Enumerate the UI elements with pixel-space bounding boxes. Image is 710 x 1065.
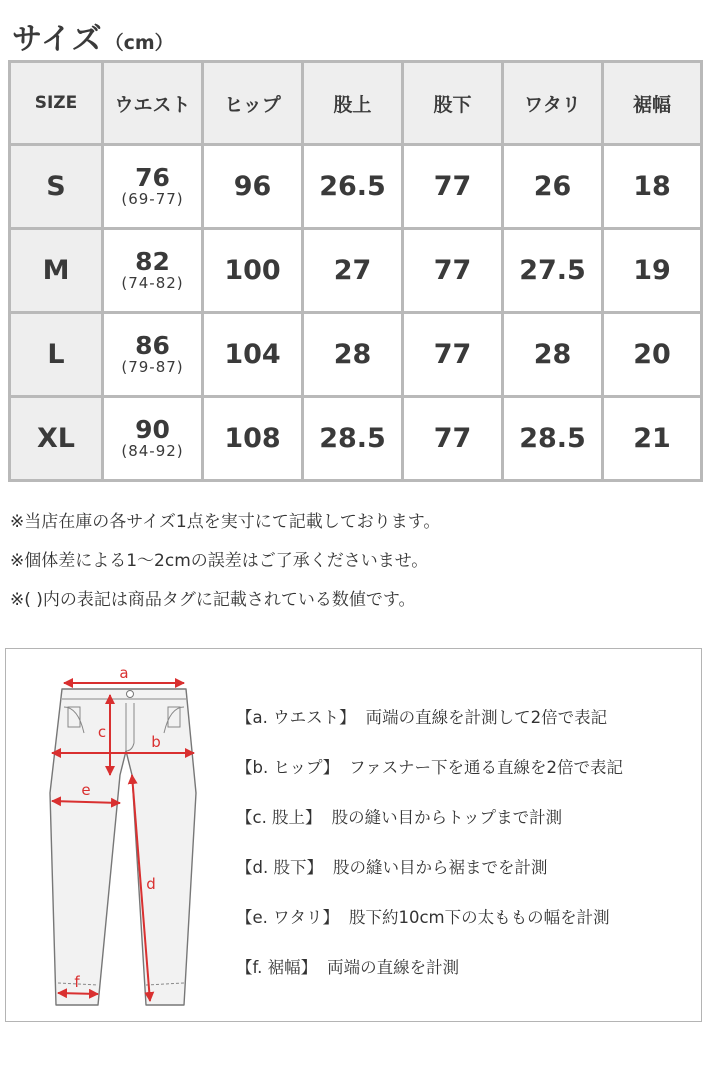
header-hip: ヒップ (203, 62, 303, 145)
legend-key: 【b. ヒップ】 (236, 758, 340, 777)
label-f: f (74, 973, 80, 991)
cell-waist (103, 145, 203, 229)
cell-size: M (10, 229, 103, 313)
label-a: a (119, 664, 129, 682)
cell-rise: 27 (303, 229, 403, 313)
table-row (10, 313, 702, 397)
size-table (8, 60, 703, 482)
waist-range: (79-87) (121, 357, 184, 376)
pants-diagram (44, 663, 204, 1013)
cell-inseam: 77 (403, 313, 503, 397)
table-header-row (10, 62, 702, 145)
cell-hip: 96 (203, 145, 303, 229)
cell-hip: 108 (203, 397, 303, 481)
note: ※当店在庫の各サイズ1点を実寸にて記載しております。 (10, 512, 441, 532)
header-inseam: 股下 (403, 62, 503, 145)
legend-item (236, 755, 623, 805)
legend-key: 【a. ウエスト】 (236, 708, 356, 727)
measurement-legend (236, 705, 623, 1005)
header-size: SIZE (10, 62, 103, 145)
legend-item (236, 805, 623, 855)
legend-item (236, 955, 623, 1005)
cell-waist (103, 313, 203, 397)
header-rise: 股上 (303, 62, 403, 145)
cell-size: L (10, 313, 103, 397)
cell-hem: 21 (603, 397, 702, 481)
cell-hip: 104 (203, 313, 303, 397)
header-waist: ウエスト (103, 62, 203, 145)
label-d: d (146, 875, 156, 893)
waist-value: 90 (135, 414, 170, 444)
cell-inseam: 77 (403, 145, 503, 229)
legend-desc: ファスナー下を通る直線を2倍で表記 (349, 758, 623, 777)
legend-key: 【c. 股上】 (236, 808, 322, 827)
note: ※( )内の表記は商品タグに記載されている数値です。 (10, 590, 416, 610)
legend-desc: 股の縫い目から裾までを計測 (332, 858, 548, 877)
legend-desc: 股下約10cm下の太ももの幅を計測 (348, 908, 610, 927)
cell-rise: 28 (303, 313, 403, 397)
cell-rise: 26.5 (303, 145, 403, 229)
cell-hip: 100 (203, 229, 303, 313)
cell-thigh: 28.5 (503, 397, 603, 481)
waist-value: 82 (135, 246, 170, 276)
legend-item (236, 705, 623, 755)
cell-hem: 18 (603, 145, 702, 229)
note: ※個体差による1〜2cmの誤差はご了承くださいませ。 (10, 551, 429, 571)
button-icon (127, 691, 134, 698)
legend-key: 【f. 裾幅】 (236, 958, 318, 977)
waist-value: 76 (135, 162, 170, 192)
label-b: b (151, 733, 161, 751)
waist-range: (69-77) (121, 189, 184, 208)
cell-inseam: 77 (403, 397, 503, 481)
pants-outline (50, 689, 196, 1005)
label-e: e (81, 781, 91, 799)
measurement-guide (5, 648, 702, 1022)
cell-rise: 28.5 (303, 397, 403, 481)
legend-desc: 股の縫い目からトップまで計測 (331, 808, 563, 827)
legend-item (236, 905, 623, 955)
cell-size: S (10, 145, 103, 229)
header-hem: 裾幅 (603, 62, 702, 145)
waist-range: (74-82) (121, 273, 184, 292)
measure-line-f (58, 993, 98, 994)
cell-waist (103, 397, 203, 481)
waist-value: 86 (135, 330, 170, 360)
legend-item (236, 855, 623, 905)
page-title (12, 14, 174, 57)
table-row (10, 145, 702, 229)
title-unit: （cm） (104, 32, 174, 54)
legend-desc: 両端の直線を計測 (327, 958, 460, 977)
title-main: サイズ (12, 22, 103, 57)
cell-inseam: 77 (403, 229, 503, 313)
legend-key: 【d. 股下】 (236, 858, 323, 877)
cell-waist (103, 229, 203, 313)
waist-range: (84-92) (121, 441, 184, 460)
legend-desc: 両端の直線を計測して2倍で表記 (365, 708, 608, 727)
cell-thigh: 28 (503, 313, 603, 397)
table-row (10, 229, 702, 313)
cell-hem: 20 (603, 313, 702, 397)
notes (10, 506, 440, 623)
cell-thigh: 26 (503, 145, 603, 229)
label-c: c (97, 723, 107, 741)
cell-thigh: 27.5 (503, 229, 603, 313)
legend-key: 【e. ワタリ】 (236, 908, 339, 927)
header-thigh: ワタリ (503, 62, 603, 145)
cell-size: XL (10, 397, 103, 481)
cell-hem: 19 (603, 229, 702, 313)
table-row (10, 397, 702, 481)
